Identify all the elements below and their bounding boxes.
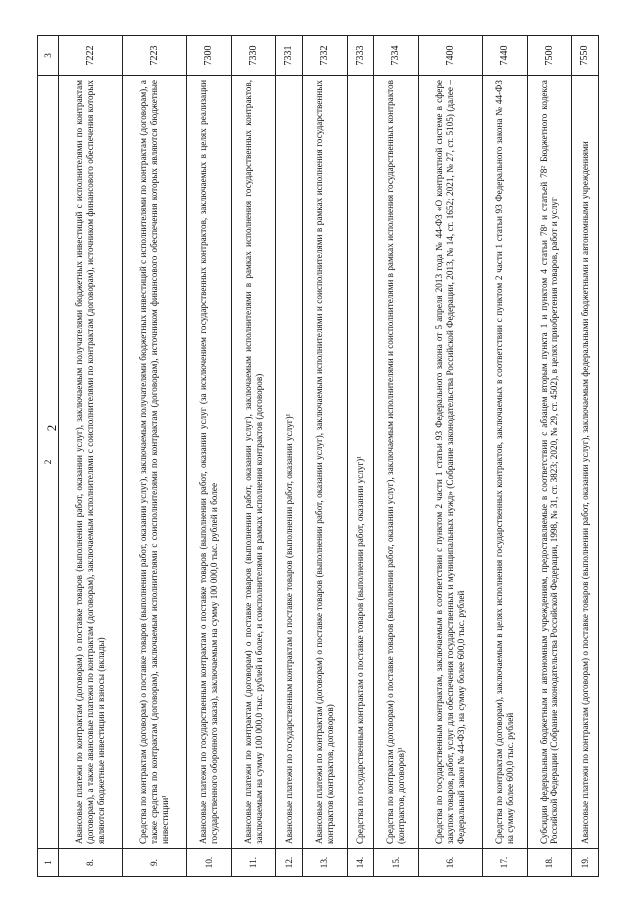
row-code: 7222 xyxy=(59,36,123,76)
row-description: Средства по контрактам (договорам) о поставке товаров (выполнении работ, оказании услуг), заключаемым исполнителями и соисполнителями в рамках исполнения государственных контрактов (контрактов, договоров)¹ xyxy=(374,76,419,849)
table-row xyxy=(303,36,348,877)
row-code: 7500 xyxy=(527,36,572,76)
row-description: Средства по контрактам (договорам), заключаемым в целях исполнения государственных контрактов, заключаемых в соответствии с пунктом 2 части 1 статьи 93 Федерального закона № 44-ФЗ на сумму более 600,0 тыс. рублей xyxy=(483,76,528,849)
row-number: 8. xyxy=(59,849,123,877)
row-description: Средства по государственным контрактам о поставке товаров (выполнении работ, оказании услуг)¹ xyxy=(347,76,374,849)
row-code: 7300 xyxy=(187,36,232,76)
row-description: Средства по контрактам (договорам) о поставке товаров (выполнении работ, оказании услуг), заключаемым получателями бюджетных инвестиций с исполнителями по контрактам (договорам), а также средства по контрактам (договорам), заключаемым исполнителями с соисполнителями по контрактам (договорам), источником финансового обеспечения которых являются бюджетные инвестиции¹ xyxy=(123,76,187,849)
row-description: Средства по государственным контрактам, заключаемым в соответствии с пунктом 2 части 1 статьи 93 Федерального закона от 5 апреля 2013 года № 44-ФЗ «О контрактной системе в сфере закупок товаров, работ, услуг для обеспечения государственных и муниципальных нужд» (Собрание законодательства Российской Федерации, 2013, № 14, ст. 1652; 2021, № 27, ст. 5105) (далее – Федеральный закон № 44-ФЗ), на сумму более 600,0 тыс. рублей xyxy=(418,76,482,849)
table-row xyxy=(527,36,572,877)
row-description: Субсидии федеральным бюджетным и автономным учреждениям, предоставляемые в соответствии с абзацем вторым пункта 1 и пунктом 4 статьи 78¹ и статьей 78² Бюджетного кодекса Российской Федерации (Собрание законодательства Российской Федерации, 1998, № 31, ст. 3823; 2020, № 29, ст. 4502), в целях приобретения товаров, работ и услуг xyxy=(527,76,572,849)
row-description: Авансовые платежи по контрактам (договорам) о поставке товаров (выполнении работ, оказании услуг), заключаемым получателями бюджетных инвестиций с исполнителями по контрактам (договорам), а также авансовые платежи по контрактам (договорам), заключаемым исполнителями с соисполнителями по контрактам (договорам), источником финансового обеспечения которых являются бюджетные инвестиции и взносы (вклады) xyxy=(59,76,123,849)
row-number: 13. xyxy=(303,849,348,877)
row-code: 7331 xyxy=(276,36,303,76)
row-number: 9. xyxy=(123,849,187,877)
row-number: 12. xyxy=(276,849,303,877)
table-row xyxy=(59,36,123,877)
table-container xyxy=(37,35,599,877)
row-code: 7333 xyxy=(347,36,374,76)
header-row xyxy=(38,36,59,877)
row-description: Авансовые платежи по контрактам (договорам) о поставке товаров (выполнении работ, оказании услуг), заключаемым федеральными бюджетными и автономными учреждениями xyxy=(572,76,599,849)
row-code: 7332 xyxy=(303,36,348,76)
row-description: Авансовые платежи по государственным контрактам о поставке товаров (выполнении работ, оказании услуг (за исключением государственных контрактов, заключаемых в целях реализации государственного оборонного заказа), заключаемым на сумму 100 000,0 тыс. рублей и более xyxy=(187,76,232,849)
row-number: 19. xyxy=(572,849,599,877)
table-row xyxy=(483,36,528,877)
table-row xyxy=(418,36,482,877)
row-description: Авансовые платежи по контрактам (договорам) о поставке товаров (выполнении работ, оказании услуг), заключаемым исполнителями и соисполнителями в рамках исполнения государственных контрактов (контрактов, договоров) xyxy=(303,76,348,849)
row-description: Авансовые платежи по контрактам (договорам) о поставке товаров (выполнении работ, оказании услуг), заключаемым исполнителями в рамках исполнения государственных контрактов, заключаемым на сумму 100 000,0 тыс. рублей и более, и соисполнителями в рамках исполнения контрактов (договоров) xyxy=(231,76,276,849)
row-code: 7330 xyxy=(231,36,276,76)
row-code: 7334 xyxy=(374,36,419,76)
row-code: 7440 xyxy=(483,36,528,76)
row-number: 11. xyxy=(231,849,276,877)
table-row xyxy=(572,36,599,877)
column-header-1: 1 xyxy=(38,849,59,877)
table-row xyxy=(347,36,374,877)
table-row xyxy=(123,36,187,877)
row-number: 16. xyxy=(418,849,482,877)
column-header-3: 3 xyxy=(38,36,59,76)
row-description: Авансовые платежи по государственным контрактам о поставке товаров (выполнении работ, оказании услуг)¹ xyxy=(276,76,303,849)
row-number: 18. xyxy=(527,849,572,877)
codes-table xyxy=(37,35,599,877)
row-number: 17. xyxy=(483,849,528,877)
row-number: 10. xyxy=(187,849,232,877)
row-code: 7223 xyxy=(123,36,187,76)
row-code: 7550 xyxy=(572,36,599,76)
page-number: 2 xyxy=(44,424,59,432)
table-row xyxy=(374,36,419,877)
table-row xyxy=(187,36,232,877)
table-row xyxy=(276,36,303,877)
row-number: 14. xyxy=(347,849,374,877)
table-row xyxy=(231,36,276,877)
row-code: 7400 xyxy=(418,36,482,76)
row-number: 15. xyxy=(374,849,419,877)
column-header-2: 2 xyxy=(38,76,59,849)
